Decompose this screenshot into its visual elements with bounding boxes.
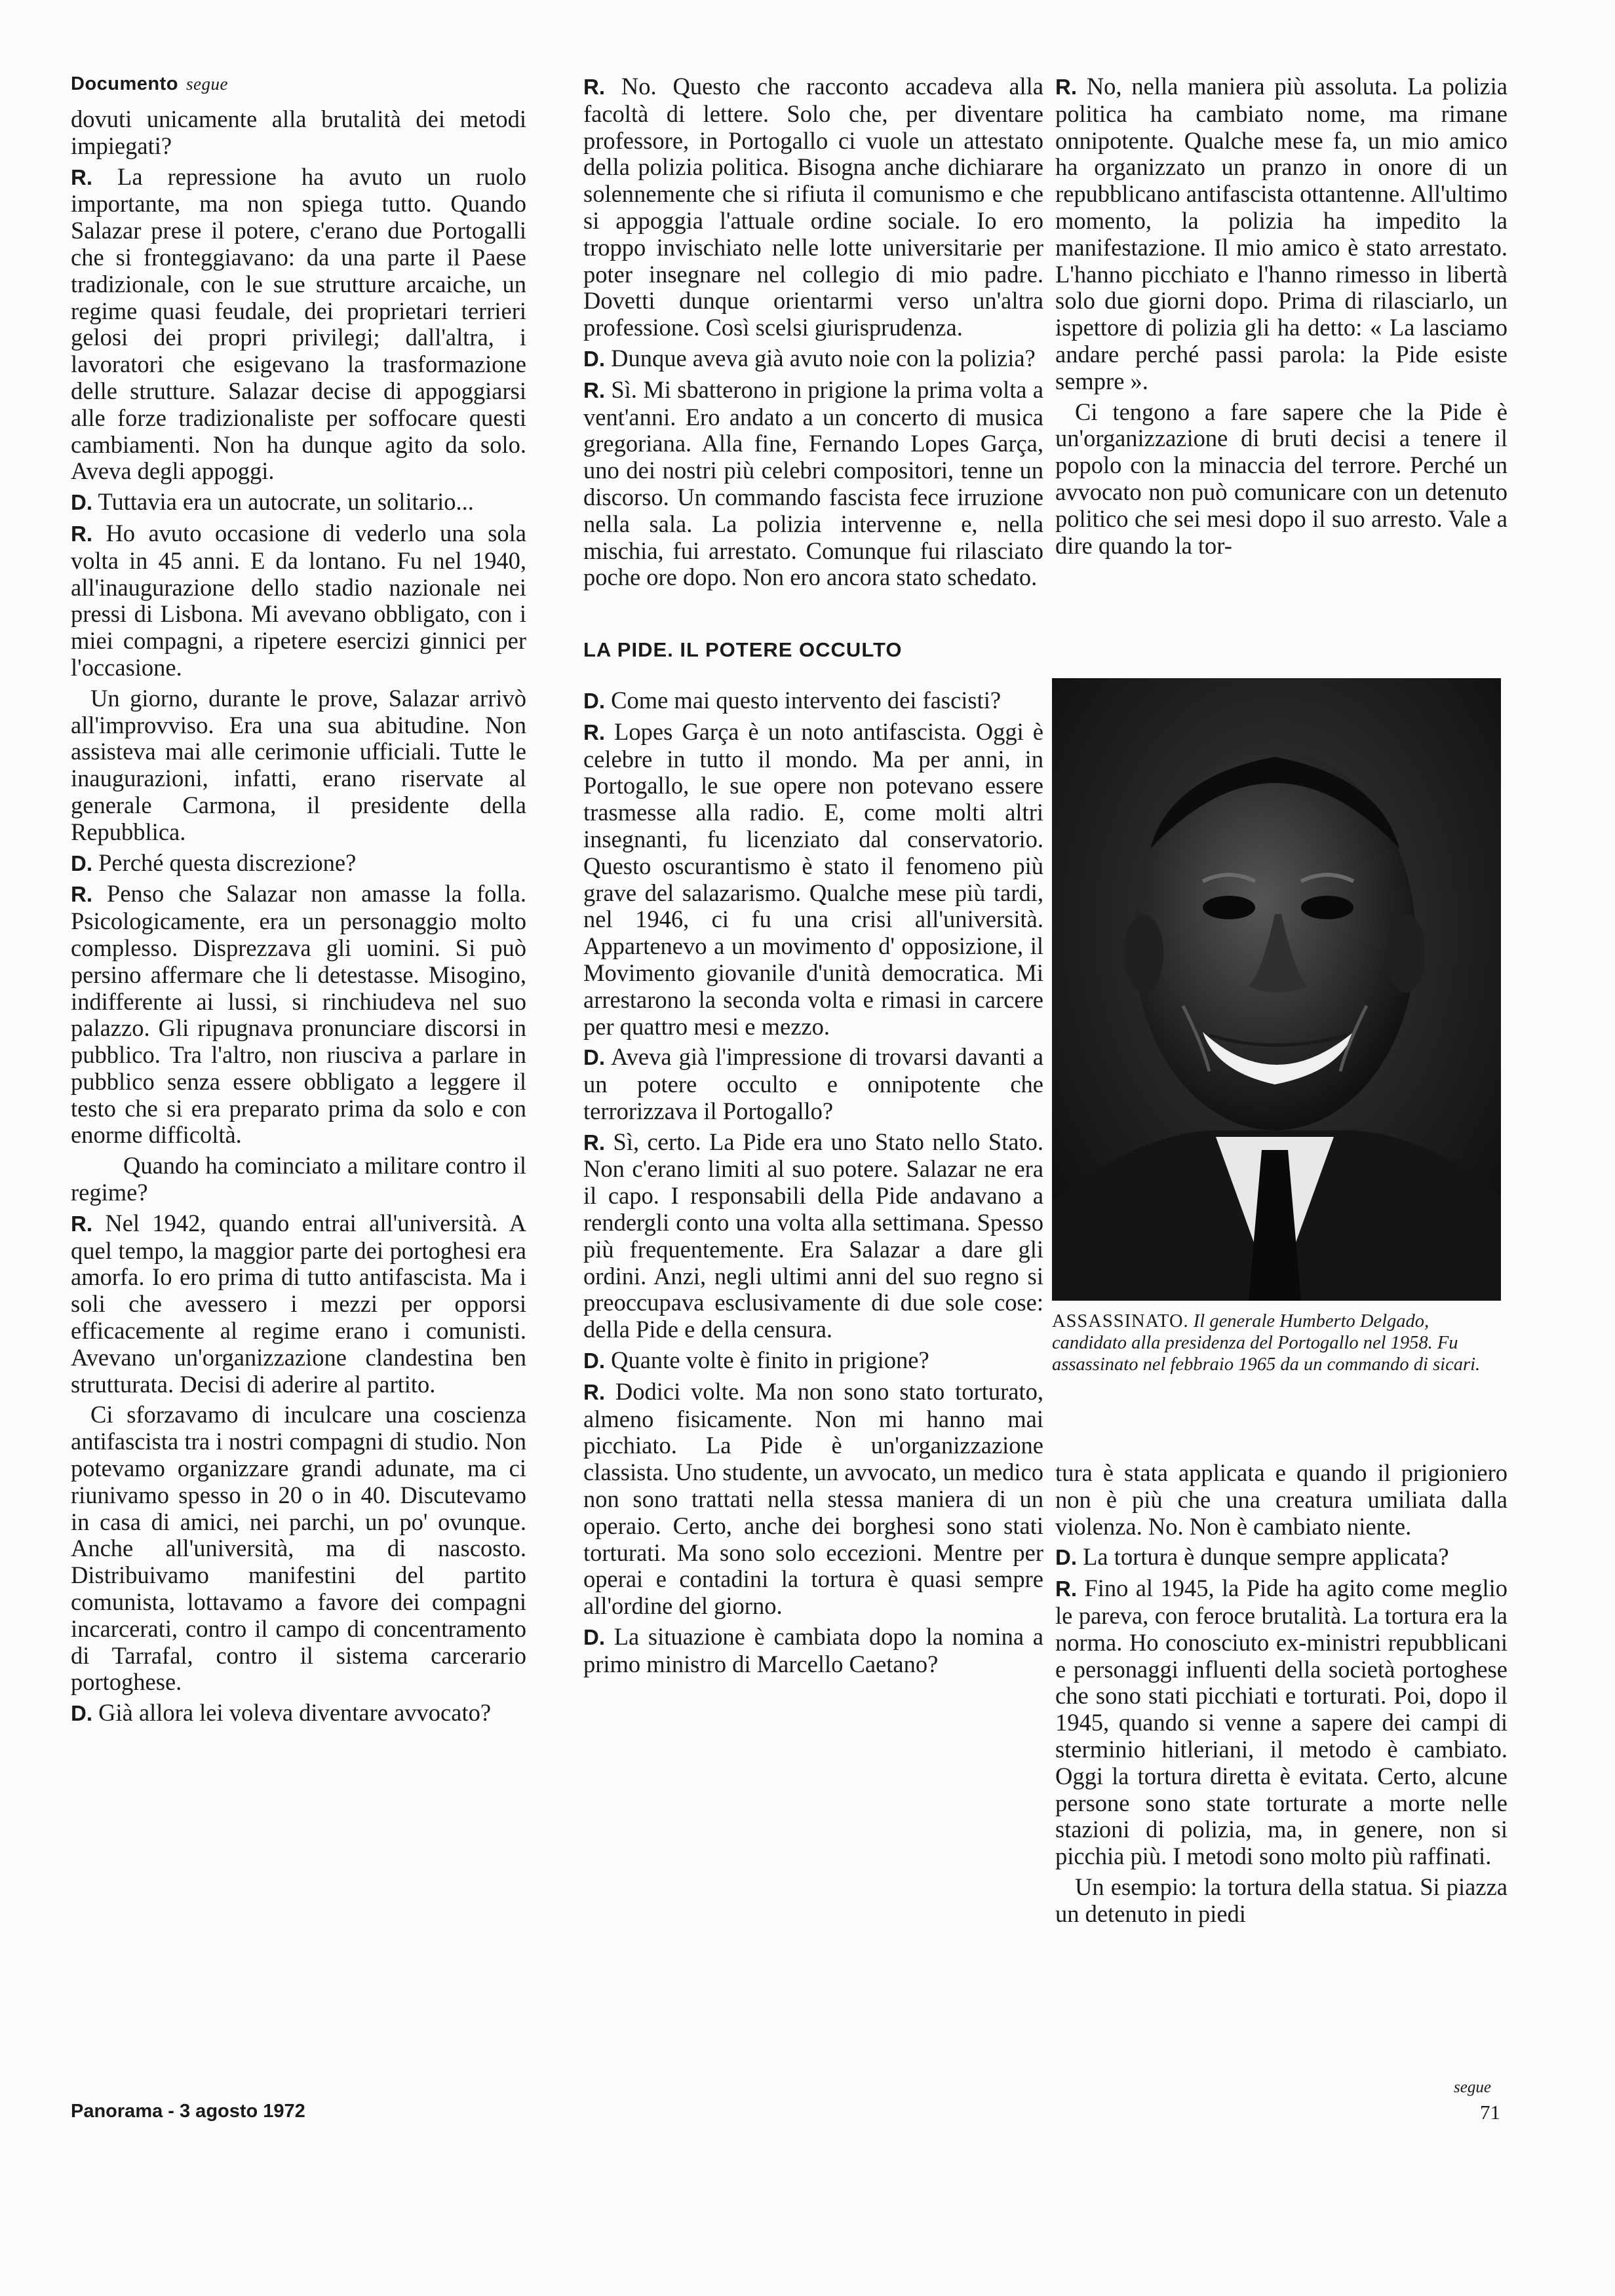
paragraph — [71, 164, 526, 486]
paragraph-text: La repressione ha avuto un ruolo importante, ma non spiega tutto. Quando Salazar prese il potere, c'erano due Portogalli che si fronteggiavano: da una parte il Paese tradizionale, con le sue strutture arcaiche, un regime quasi feudale, dei proprietari terrieri gelosi dei propri privilegi; dall'altra, i lavoratori che esigevano la trasformazione delle strutture. Salazar decise di appoggiarsi alle forze tradizionaliste per soffocare questi cambiamenti. Non ha dunque agito da solo. Aveva degli appoggi. — [71, 163, 527, 485]
speaker-label: D. — [71, 851, 92, 875]
paragraph — [71, 1153, 526, 1206]
paragraph-text: Nel 1942, quando entrai all'università. A quel tempo, la maggior parte dei portoghesi era amorfa. Io ero prima di tutto antifascista. Ma i soli che avessero i mezzi per opporsi efficacemente al regime erano i comunisti. Avevano un'organizzazione clandestina ben strutturata. Decisi di aderire al partito. — [71, 1209, 527, 1398]
paragraph — [583, 1379, 1043, 1620]
speaker-label: R. — [583, 719, 605, 744]
speaker-label: R. — [71, 164, 92, 189]
paragraph — [1055, 1460, 1508, 1540]
paragraph — [71, 106, 526, 160]
paragraph — [71, 685, 526, 846]
column-3-top — [1055, 73, 1508, 559]
section-label: Documento — [71, 73, 178, 94]
paragraph — [71, 850, 526, 877]
portrait-photo — [1052, 678, 1501, 1301]
paragraph — [1055, 1874, 1508, 1928]
paragraph-text: Sì, certo. La Pide era uno Stato nello Stato. Non c'erano limiti al suo potere. Salazar ne era il capo. I responsabili della Pide andavano a rendergli conto una volta alla settimana. Spesso più frequentemente. Era Salazar a dare gli ordini. Anzi, negli ultimi anni del suo regno si preoccupava esclusivamente di due sole cose: della Pide e della censura. — [583, 1128, 1043, 1343]
paragraph-text: Quante volte è finito in prigione? — [611, 1347, 929, 1374]
continued-label: segue — [186, 74, 228, 94]
column-2-part-2 — [583, 687, 1043, 1678]
speaker-label: R. — [1055, 1577, 1077, 1601]
column-1 — [71, 106, 526, 1727]
speaker-label: D. — [583, 1349, 605, 1373]
paragraph — [71, 1700, 526, 1727]
paragraph — [71, 1402, 526, 1696]
paragraph — [1055, 1544, 1508, 1571]
speaker-label: R. — [71, 882, 92, 907]
photo-caption — [1052, 1311, 1504, 1375]
speaker-label: R. — [583, 1130, 605, 1155]
column-2-part-1 — [583, 73, 1043, 591]
speaker-label: R. — [1055, 75, 1077, 99]
column-2 — [583, 73, 1043, 1678]
caption-text: Il generale Humberto Delgado, candidato alla presidenza del Portogallo nel 1958. Fu assassinato nel febbraio 1965 da un commando di sicari. — [1052, 1311, 1481, 1375]
page-number: 71 — [1480, 2101, 1500, 2124]
speaker-label: D. — [71, 490, 92, 515]
speaker-label: D. — [583, 1625, 605, 1650]
speaker-label: D. — [71, 1701, 92, 1726]
caption-label: ASSASSINATO. — [1052, 1311, 1189, 1331]
paragraph-text: Lopes Garça è un noto antifascista. Oggi è celebre in tutto il mondo. Ma per anni, in Portogallo, le sue opere non potevano essere trasmesse alla radio. E, come molti altri insegnanti, fu licenziato dal conservatorio. Questo oscurantismo è stato il fenomeno più grave del salazarismo. Qualche mese più tardi, nel 1946, ci fu una crisi all'università. Appartenevo a un movimento d' opposizione, il Movimento giovanile d'unità democratica. Mi arrestarono la seconda volta e rimasi in carcere per quattro mesi e mezzo. — [583, 718, 1043, 1040]
continued-marker: segue — [1454, 2078, 1491, 2096]
paragraph-text: Tuttavia era un autocrate, un solitario... — [98, 488, 474, 516]
paragraph-text: Ci sforzavamo di inculcare una coscienza antifascista tra i nostri compagni di studio. Non potevamo organizzare grandi adunate, ma ci riunivamo spesso in 20 o in 40. Discutevamo in casa di amici, nei parchi, un po' ovunque. Anche all'università, ma di nascosto. Distribuivamo manifestini del partito comunista, lottavamo a favore dei compagni incarcerati, contro il campo di concentramento di Tarrafal, contro il sistema carcerario portoghese. — [71, 1401, 526, 1696]
paragraph-text: Sì. Mi sbatterono in prigione la prima volta a vent'anni. Ero andato a un concerto di musica gregoriana. Alla fine, Fernando Lopes Garça, uno dei nostri più celebri compositori, tenne un discorso. Un commando fascista fece irruzione nella sala. La polizia intervenne e, nella mischia, fui arrestato. Comunque fui rilasciato poche ore dopo. Non ero ancora stato schedato. — [583, 375, 1043, 591]
paragraph-text: La tortura è dunque sempre applicata? — [1083, 1543, 1449, 1571]
paragraph — [583, 377, 1043, 591]
paragraph-text: Dodici volte. Ma non sono stato torturato, almeno fisicamente. Non mi hanno mai picchiato. La Pide è un'organizzazione classista. Uno studente, un avvocato, un medico non sono trattati nella stessa maniera di un operaio. Certo, anche dei borghesi sono stati torturati. Ma sono solo eccezioni. Mentre per operai e contadini la tortura è quasi sempre all'ordine del giorno. — [583, 1377, 1043, 1620]
paragraph-text: dovuti unicamente alla brutalità dei metodi impiegati? — [71, 105, 526, 159]
paragraph-text: Quando ha cominciato a militare contro il regime? — [71, 1152, 526, 1206]
speaker-label: R. — [71, 521, 92, 546]
paragraph — [71, 520, 526, 681]
speaker-label: R. — [71, 1211, 92, 1236]
paragraph — [583, 1044, 1043, 1124]
column-3-bottom — [1055, 1460, 1508, 1928]
paragraph-text: tura è stata applicata e quando il prigioniero non è più che una creatura umiliata dalla violenza. No. Non è cambiato niente. — [1055, 1459, 1508, 1540]
paragraph — [71, 1210, 526, 1398]
paragraph — [583, 719, 1043, 1041]
paragraph — [1055, 399, 1508, 560]
paragraph-text: Un giorno, durante le prove, Salazar arrivò all'improvviso. Era una sua abitudine. Non assisteva mai alle cerimonie ufficiali. Tutte le inaugurazioni, infatti, erano riservate al generale Carmona, il presidente della Repubblica. — [71, 684, 526, 845]
paragraph — [71, 489, 526, 516]
paragraph-text: Ho avuto occasione di vederlo una sola volta in 45 anni. E da lontano. Fu nel 1940, all'inaugurazione dello stadio nazionale nei pressi di Lisbona. Mi avevano obbligato, con i miei compagni, a ripetere esercizi ginnici per l'occasione. — [71, 519, 526, 681]
paragraph-text: Aveva già l'impressione di trovarsi davanti a un potere occulto e onnipotente che terrorizzava il Portogallo? — [583, 1043, 1043, 1124]
paragraph — [583, 1129, 1043, 1343]
paragraph-text: Come mai questo intervento dei fascisti? — [611, 686, 1002, 714]
speaker-label: D. — [1055, 1545, 1077, 1570]
paragraph-text: No. Questo che racconto accadeva alla facoltà di lettere. Solo che, per diventare professore, in Portogallo ci vuole un attestato della polizia politica. Bisogna anche dichiarare solennemente che si rifiuta il comunismo e che si appoggia l'attuale ordine sociale. Io ero troppo invischiato nelle lotte universitarie per poter insegnare nel collegio di mio padre. Dovetti dunque orientarmi verso un'altra professione. Così scelsi giurisprudenza. — [583, 73, 1044, 341]
section-heading: LA PIDE. IL POTERE OCCULTO — [583, 638, 903, 662]
paragraph-text: Fino al 1945, la Pide ha agito come meglio le pareva, con feroce brutalità. La tortura era la norma. Ho conosciuto ex-ministri repubblicani e personaggi influenti della società portoghese che sono stati picchiati e torturati. Poi, dopo il 1945, quando si venne a sapere dei campi di sterminio hitleriani, il metodo è cambiato. Oggi la tortura diretta è evitata. Certo, alcune persone sono state torturate a morte nelle stazioni di polizia, ma, in genere, non si picchia più. I metodi sono molto più raffinati. — [1055, 1575, 1508, 1870]
speaker-label: D. — [583, 688, 605, 713]
paragraph-text: Penso che Salazar non amasse la folla. Psicologicamente, era un personaggio molto complesso. Disprezzava gli uomini. Si può persino affermare che li detestasse. Misogino, indifferente ai lussi, si rinchiudeva nel suo palazzo. Gli ripugnava pronunciare discorsi in pubblico. Tra l'altro, non riusciva a parlare in pubblico senza essere obbligato a leggere il testo che si era preparato prima da solo e con enorme difficoltà. — [71, 880, 527, 1149]
speaker-label: R. — [583, 377, 605, 402]
speaker-label: D. — [583, 346, 605, 371]
paragraph — [1055, 73, 1508, 395]
paragraph — [583, 345, 1043, 373]
paragraph — [583, 687, 1043, 715]
paragraph — [1055, 1575, 1508, 1870]
portrait-image — [1052, 678, 1501, 1301]
paragraph-text: Perché questa discrezione? — [98, 849, 357, 876]
speaker-label: D. — [583, 1045, 605, 1070]
paragraph-text: No, nella maniera più assoluta. La polizia politica ha cambiato nome, ma rimane onnipotente. Qualche mese fa, un mio amico ha organizzato un pranzo in onore di un repubblicano antifascista ottantenne. All'ultimo momento, la polizia ha impedito la manifestazione. Il mio amico è stato arrestato. L'hanno picchiato e l'hanno rimesso in libertà solo due giorni dopo. Prima di rilasciarlo, un ispettore di polizia gli ha detto: « La lasciamo andare perché passi parola: la Pide esiste sempre ». — [1055, 73, 1508, 394]
paragraph-text: Ci tengono a fare sapere che la Pide è un'organizzazione di bruti decisi a tenere il popolo con la minaccia del terrore. Perché un avvocato non può comunicare con un detenuto politico che sei mesi dopo il suo arresto. Vale a dire quando la tor- — [1055, 398, 1508, 559]
footer-publication: Panorama - 3 agosto 1972 — [71, 2101, 305, 2122]
paragraph-text: La situazione è cambiata dopo la nomina a primo ministro di Marcello Caetano? — [583, 1623, 1043, 1677]
speaker-label: R. — [583, 1379, 605, 1404]
paragraph-text: Un esempio: la tortura della statua. Si piazza un detenuto in piedi — [1055, 1873, 1508, 1927]
paragraph-text: Dunque aveva già avuto noie con la polizia? — [611, 344, 1036, 372]
speaker-label: R. — [583, 75, 605, 99]
page-header — [71, 73, 228, 95]
paragraph — [583, 1624, 1043, 1678]
paragraph-text: Già allora lei voleva diventare avvocato? — [98, 1699, 492, 1727]
paragraph — [71, 881, 526, 1149]
paragraph — [583, 1347, 1043, 1375]
paragraph — [583, 73, 1043, 341]
